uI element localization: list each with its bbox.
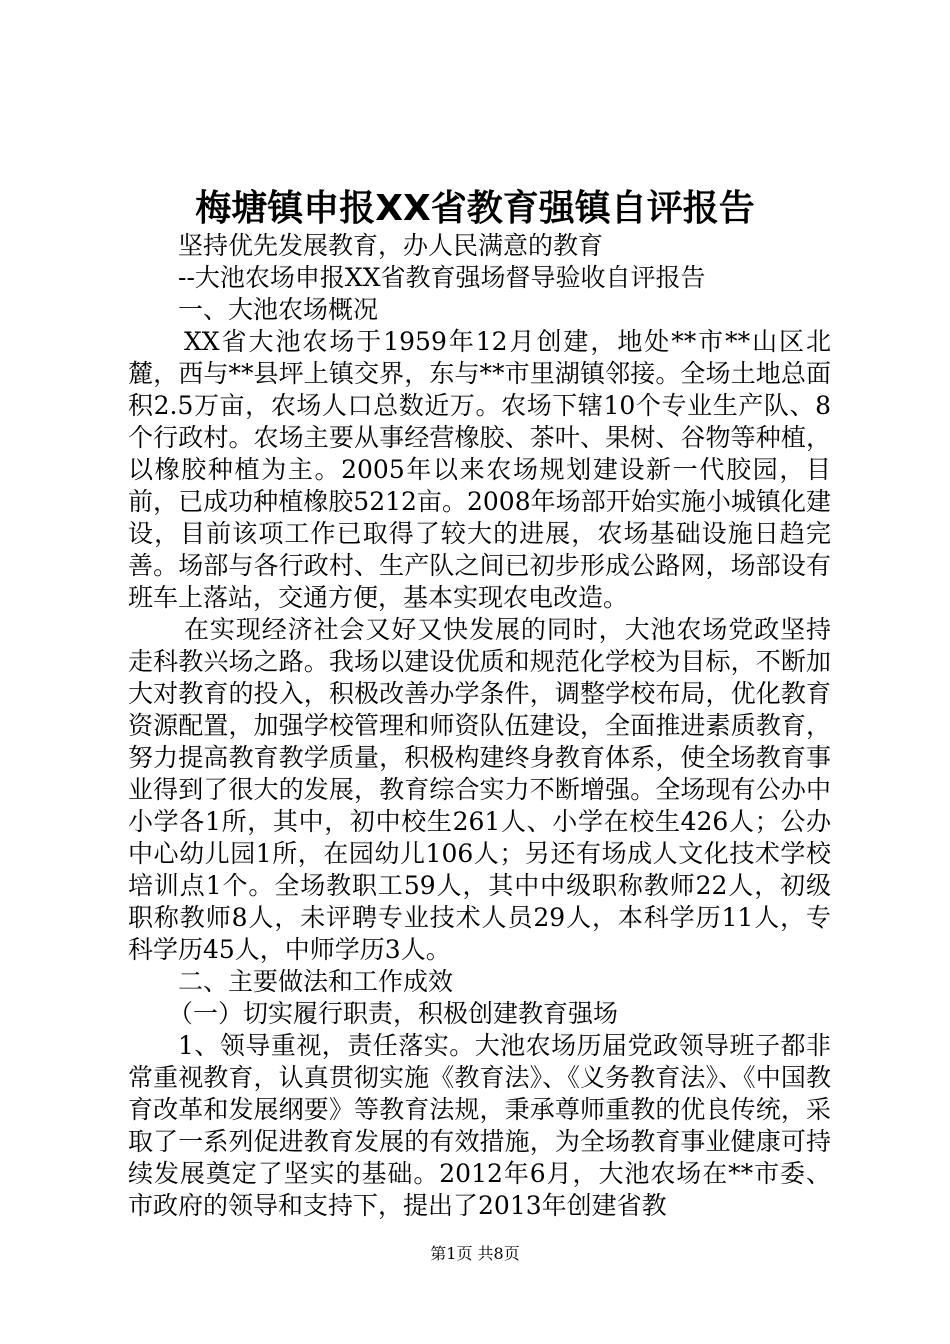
section-heading-practices: 二、主要做法和工作成效 [178,967,454,996]
subsection-heading-duties: （一）切实履行职责，积极创建教育强场 [168,999,619,1028]
document-title: 梅塘镇申报XX省教育强镇自评报告 [195,188,755,229]
paragraph-subtitle: --大池农场申报XX省教育强场督导验收自评报告 [178,263,706,292]
paragraph-theme: 坚持优先发展教育，办人民满意的教育 [178,231,604,260]
section-heading-overview: 一、大池农场概况 [178,295,379,324]
paragraph-education-overview: 在实现经济社会又好又快发展的同时，大池农场党政坚持走科教兴场之路。我场以建设优质和规范化学校为目标，不断加大对教育的投入，积极改善办学条件，调整学校布局，优化教育资源配置，加强学校管理和师资队伍建设，全面推进素质教育，努力提高教育教学质量，积极构建终身教育体系，使全场教育事业得到了很大的发展，教育综合实力不断增强。全场现有公办中小学各1所，其中，初中校生261人、小学在校生426人；公办中心幼儿园1所，在园幼儿106人；另还有场成人文化技术学校培训点1个。全场教职工59人，其中中级职称教师22人，初级职称教师8人，未评聘专业技术人员29人，本科学历11人，专科学历45人，中师学历3人。 [128,615,831,964]
paragraph-farm-overview: XX省大池农场于1959年12月创建，地处**市**山区北麓，西与**县坪上镇交界，东与**市里湖镇邻接。全场土地总面积2.5万亩，农场人口总数近万。农场下辖10个专业生产队、8个行政村。农场主要从事经营橡胶、茶叶、果树、谷物等种植，以橡胶种植为主。2005年以来农场规划建设新一代胶园，目前，已成功种植橡胶5212亩。2008年场部开始实施小城镇化建设，目前该项工作已取得了较大的进展，农场基础设施日趋完善。场部与各行政村、生产队之间已初步形成公路网，场部设有班车上落站，交通方便，基本实现农电改造。 [128,327,831,612]
document-body [128,230,831,1222]
page-number: 第1页 共8页 [430,1244,520,1263]
paragraph-leadership: 1、领导重视，责任落实。大池农场历届党政领导班子都非常重视教育，认真贯彻实施《教育法》、《义务教育法》、《中国教育改革和发展纲要》等教育法规，秉承尊师重教的优良传统，采取了一系列促进教育发展的有效措施，为全场教育事业健康可持续发展奠定了坚实的基础。2012年6月，大池农场在**市委、市政府的领导和支持下，提出了2013年创建省教 [128,1031,831,1220]
